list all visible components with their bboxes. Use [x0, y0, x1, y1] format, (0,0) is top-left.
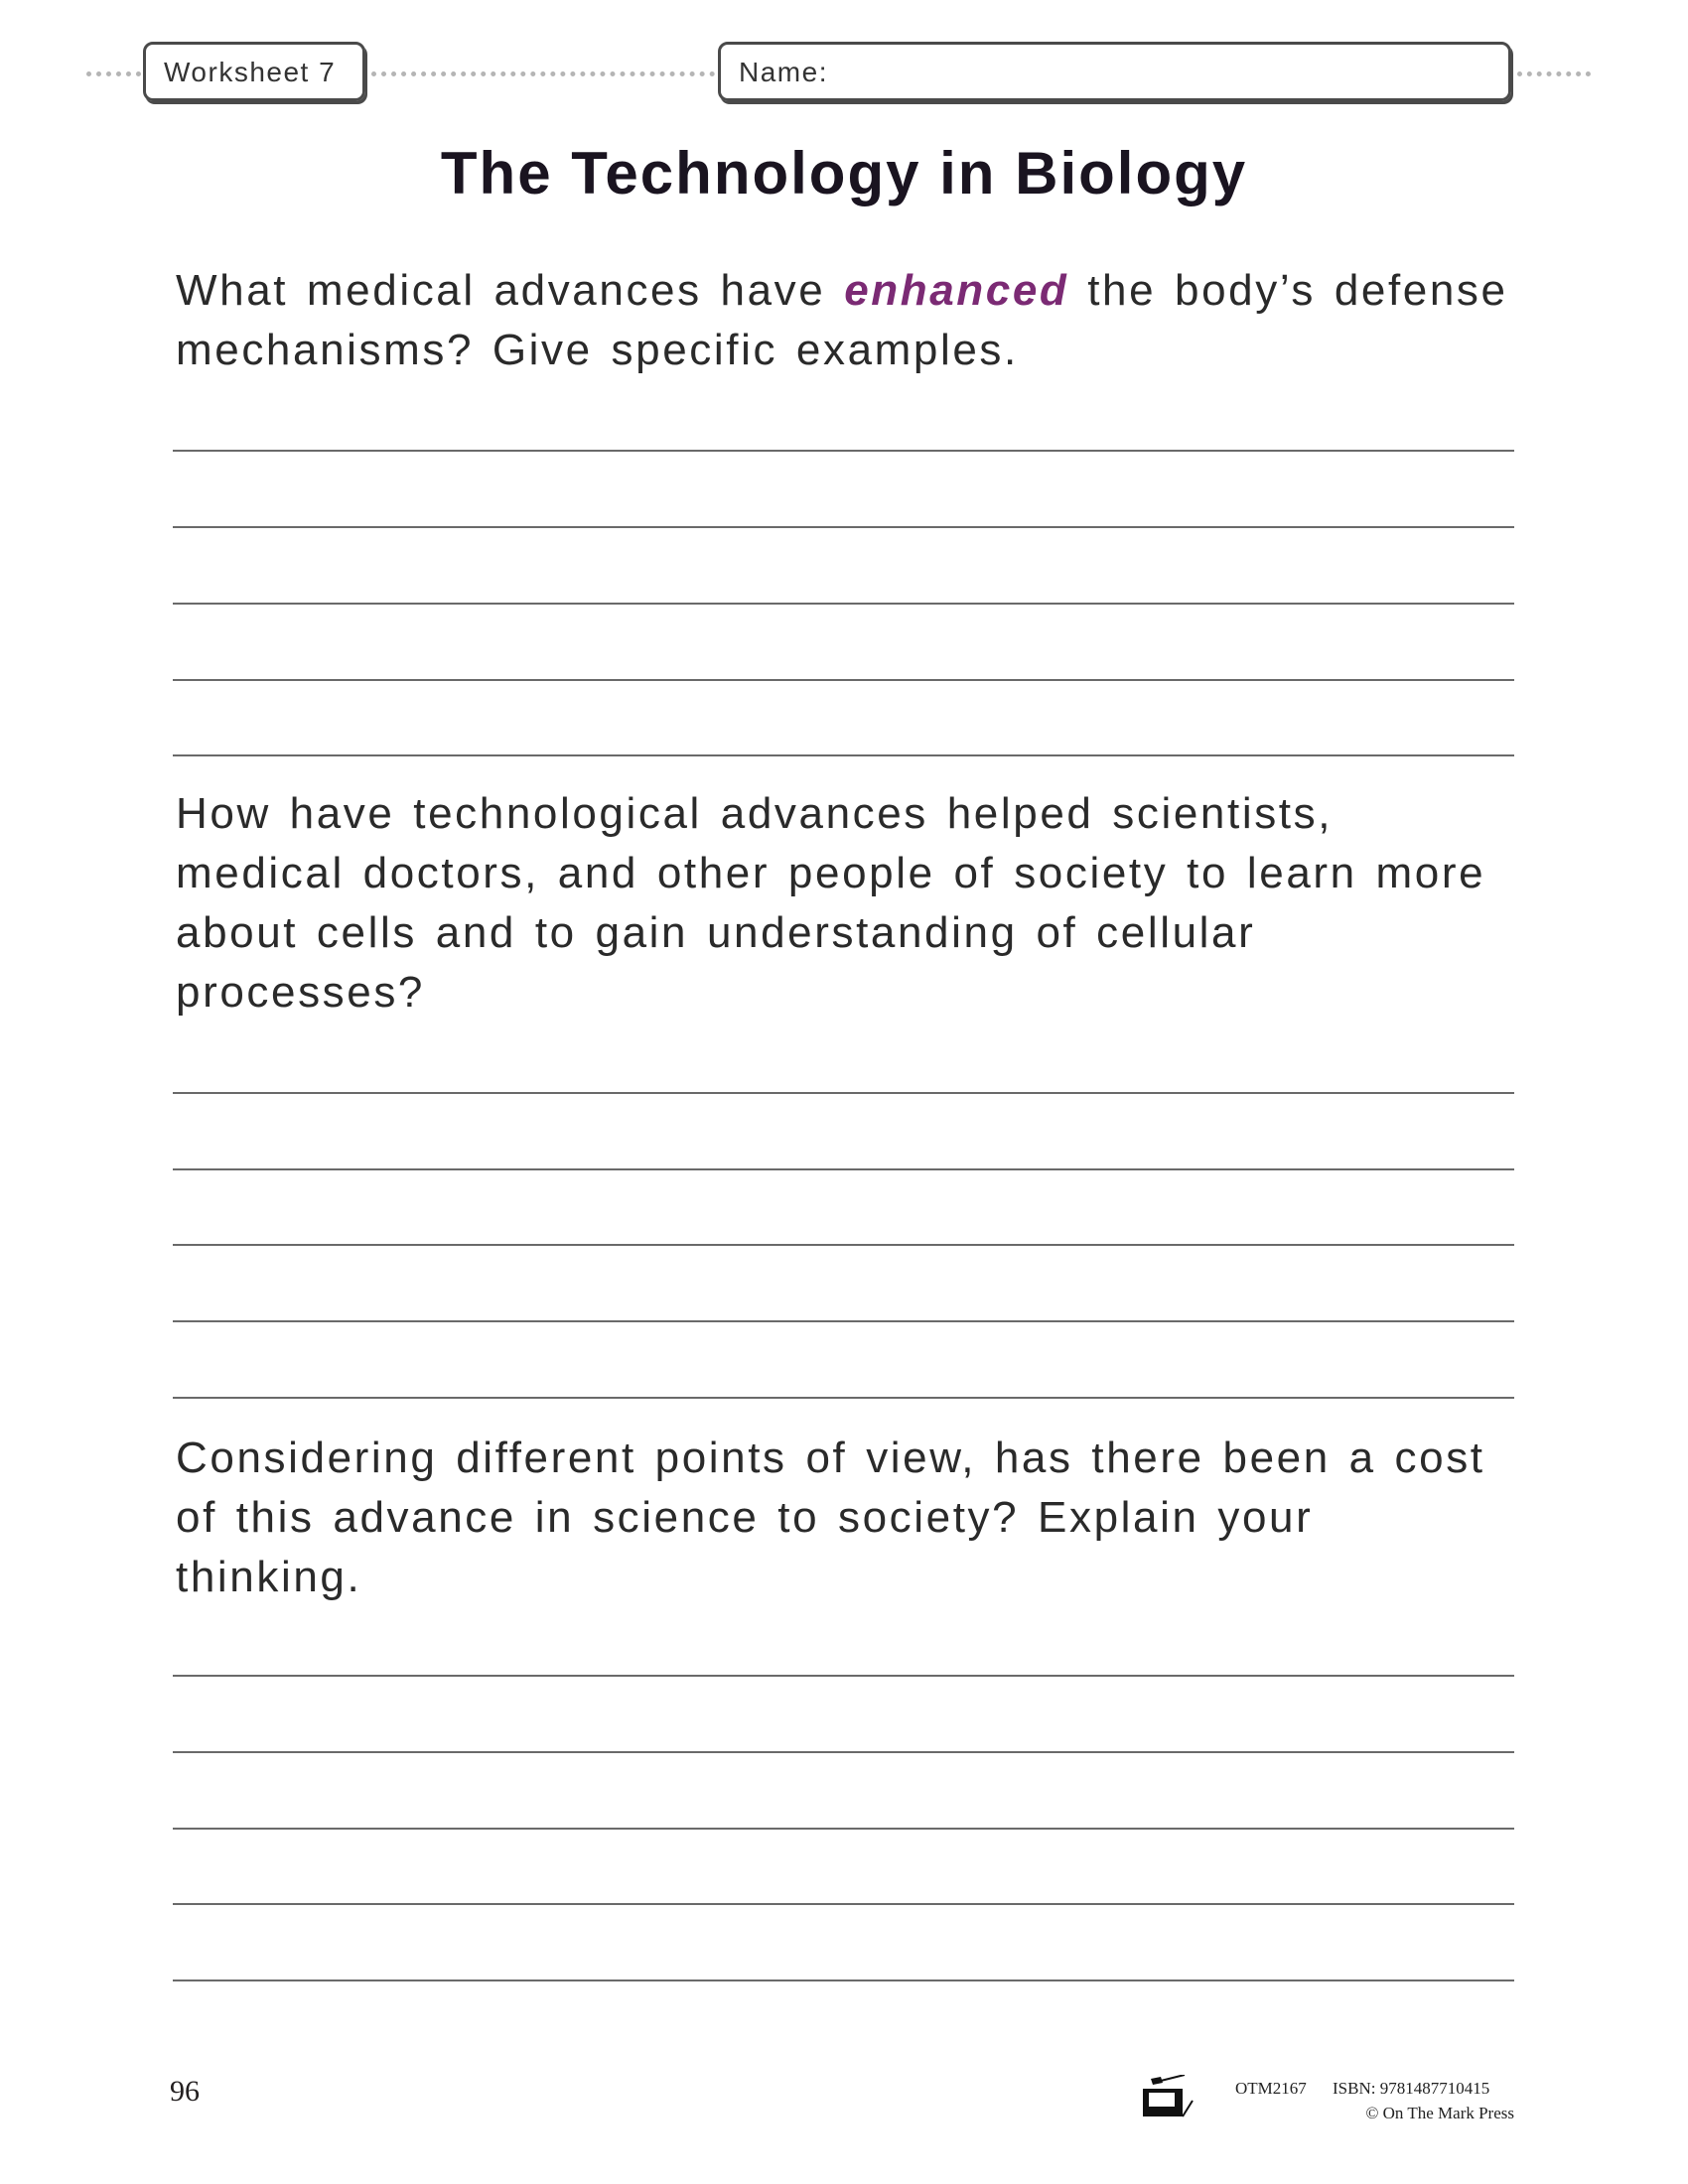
name-field[interactable] — [718, 42, 1511, 101]
copier-icon — [1141, 2075, 1220, 2118]
question-text: What medical advances have — [176, 266, 845, 315]
name-label: Name: — [739, 57, 828, 87]
isbn: ISBN: 9781487710415 — [1333, 2079, 1490, 2098]
question-2: How have technological advances helped scientists, medical doctors, and other people of society to learn more about cells and to gain understanding of cellular processes? — [176, 789, 1486, 1017]
answer-line[interactable] — [173, 1092, 1514, 1094]
answer-line[interactable] — [173, 679, 1514, 681]
dotted-rule — [1517, 71, 1591, 81]
answer-line[interactable] — [173, 1979, 1514, 1981]
worksheet-label-box — [143, 42, 365, 101]
answer-line[interactable] — [173, 1903, 1514, 1905]
answer-line[interactable] — [173, 1244, 1514, 1246]
answer-line[interactable] — [173, 754, 1514, 756]
question-3: Considering different points of view, has there been a cost of this advance in science to society? Explain your thinking. — [176, 1433, 1485, 1601]
answer-line[interactable] — [173, 1828, 1514, 1830]
answer-line[interactable] — [173, 1320, 1514, 1322]
answer-line[interactable] — [173, 603, 1514, 605]
emphasis-word: enhanced — [844, 266, 1069, 315]
dotted-rule — [371, 71, 715, 81]
copyright: © On The Mark Press — [1365, 2104, 1514, 2122]
answer-line[interactable] — [173, 1397, 1514, 1399]
question-1 — [176, 261, 1546, 380]
worksheet-label: Worksheet 7 — [164, 57, 337, 87]
answer-line[interactable] — [173, 1751, 1514, 1753]
page-number: 96 — [170, 2075, 200, 2108]
answer-line[interactable] — [173, 450, 1514, 452]
answer-line[interactable] — [173, 1675, 1514, 1677]
answer-line[interactable] — [173, 1168, 1514, 1170]
product-code: OTM2167 — [1235, 2079, 1307, 2098]
dotted-rule — [86, 71, 141, 81]
answer-line[interactable] — [173, 526, 1514, 528]
page-title: The Technology in Biology — [440, 140, 1248, 206]
question-text: the body’s defense mechanisms? Give specific examples. — [176, 266, 1508, 374]
